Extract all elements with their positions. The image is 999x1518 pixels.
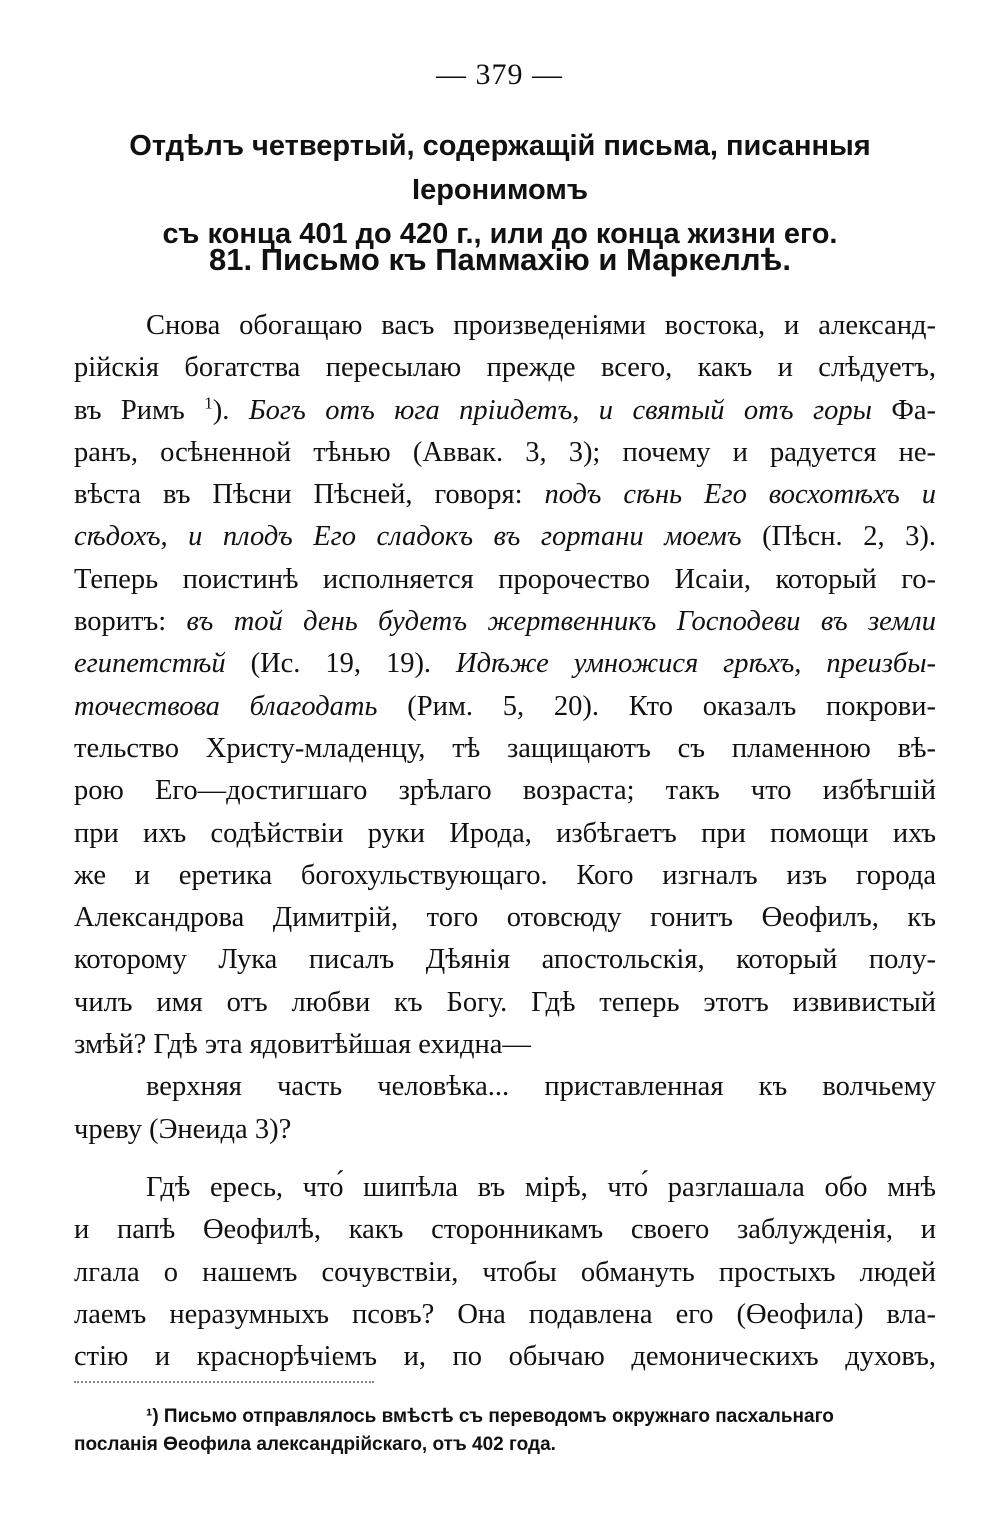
text-line: змѣй? Гдѣ эта ядовитѣйшая ехидна— [74, 1029, 531, 1061]
letter-body [74, 305, 936, 1378]
text-line: Теперь поистинѣ исполняется пророчество Исаіи, который го- [74, 563, 936, 595]
text-line [74, 601, 936, 643]
text-line [74, 686, 936, 728]
footnote-line: посланія Өеофила александрійскаго, отъ 402 года. [74, 1434, 556, 1455]
text-line: Александрова Димитрій, того отовсюду гонитъ Өеофилъ, къ [74, 902, 936, 934]
scripture-quote: египетстѣй [74, 648, 226, 680]
text-span: воритъ: [74, 606, 187, 638]
text-line: рійскія богатства пересылаю прежде всего, какъ и слѣдуетъ, [74, 352, 936, 384]
text-span: (Рим. 5, 20). Кто оказалъ покрови- [377, 690, 936, 722]
footnote-line: ¹) Письмо отправлялось вмѣстѣ съ переводомъ окружнаго пасхальнаго [146, 1406, 834, 1427]
verse-quote-line: верхняя часть человѣка... приставленная къ волчьему [146, 1071, 936, 1103]
text-span: (Ис. 19, 19). [225, 648, 457, 680]
text-line: же и еретика богохульствующаго. Кого изгналъ изъ города [74, 859, 936, 891]
section-heading-line: съ конца 401 до 420 г., или до конца жизни его. [162, 218, 838, 250]
text-line [74, 516, 936, 558]
text-line: при ихъ содѣйствіи руки Ирода, избѣгаетъ при помощи ихъ [74, 817, 936, 849]
text-line: ранъ, осѣненной тѣнью (Аввак. 3, 3); почему и радуется не- [74, 436, 936, 468]
scripture-quote: сѣдохъ, и плодъ Его сладокъ въ гортани моемъ [74, 521, 742, 553]
text-line: чилъ имя отъ любви къ Богу. Гдѣ теперь этотъ извивистый [74, 986, 936, 1018]
verse-quote-line: чреву (Энеида 3)? [74, 1113, 292, 1145]
text-line: лгала о нашемъ сочувствіи, чтобы обмануть простыхъ людей [74, 1256, 936, 1288]
text-span: (Пѣсн. 2, 3). [741, 521, 936, 553]
paragraph-gap [74, 1151, 936, 1167]
text-line: лаемъ неразумныхъ псовъ? Она подавлена его (Өеофила) вла- [74, 1298, 936, 1330]
text-line: рою Его—достигшаго зрѣлаго возраста; такъ что избѣгшій [74, 775, 936, 807]
page-number: — 379 — [436, 58, 563, 91]
footnote-separator [74, 1381, 374, 1385]
text-span: ). [212, 394, 249, 426]
text-line: Снова обогащаю васъ произведеніями востока, и александ- [146, 310, 936, 341]
text-line: Гдѣ ересь, что́ шипѣла въ мірѣ, что́ разглашала обо мнѣ [146, 1171, 936, 1203]
section-heading-line: Отдѣлъ четвертый, содержащій письма, писанныя Іеронимомъ [129, 130, 871, 206]
text-span: вѣста въ Пѣсни Пѣсней, говоря: [74, 479, 545, 511]
text-line [74, 474, 936, 516]
letter-title: 81. Письмо къ Паммахію и Маркеллѣ. [209, 242, 791, 277]
section-heading [40, 124, 960, 256]
text-span: Фа- [871, 394, 936, 426]
footnote-marker: 1 [204, 393, 213, 413]
scripture-quote: Богъ отъ юга пріидетъ, и святый отъ горы [248, 394, 872, 426]
scripture-quote: точествова благодать [74, 690, 378, 722]
text-line [74, 390, 936, 432]
text-span: въ Римъ [74, 394, 205, 426]
text-line: которому Лука писалъ Дѣянія апостольскія, который полу- [74, 944, 936, 976]
text-line [74, 643, 936, 685]
footnote [74, 1403, 936, 1459]
scripture-quote: въ той день будетъ жертвенникъ Господеви въ земли [186, 606, 936, 638]
text-line: тельство Христу-младенцу, тѣ защищаютъ съ пламенною вѣ- [74, 732, 936, 764]
scripture-quote: подъ сѣнь Его восхотѣхъ и [544, 479, 936, 511]
scripture-quote: Идѣже умножися грѣхъ, преизбы- [456, 648, 936, 680]
text-line: и папѣ Өеофилѣ, какъ сторонникамъ своего заблужденія, и [74, 1214, 936, 1246]
text-line: стію и краснорѣчіемъ и, по обычаю демоническихъ духовъ, [74, 1341, 936, 1373]
